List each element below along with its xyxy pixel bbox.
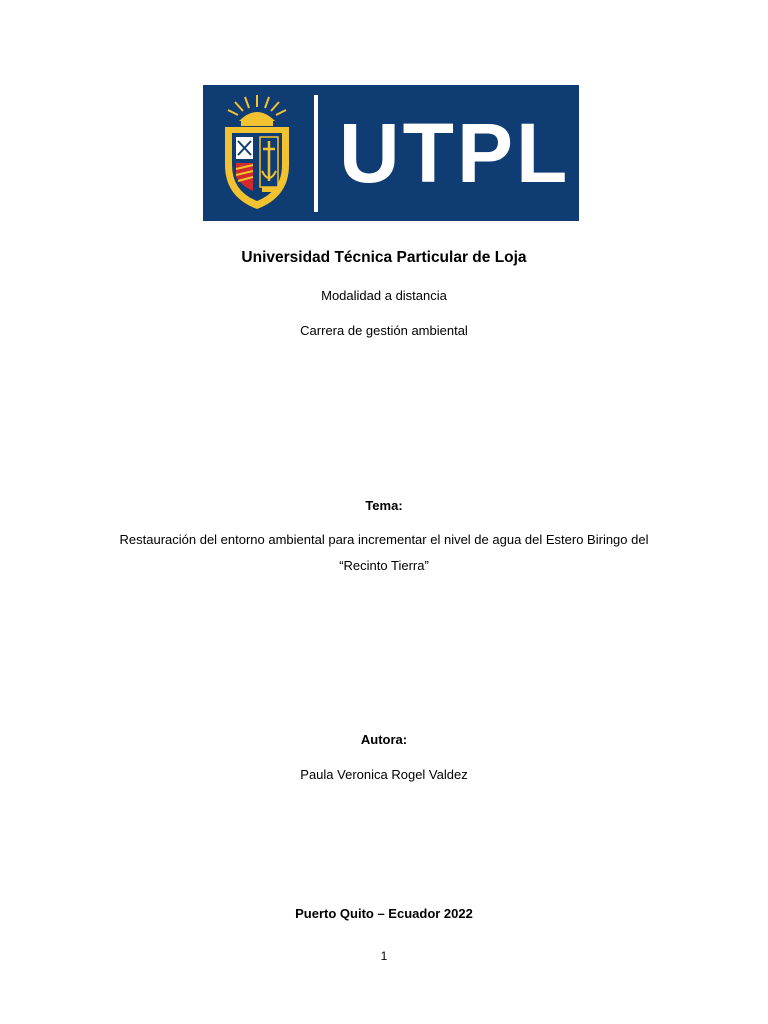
utpl-logo-banner <box>203 85 579 221</box>
author-label: Autora: <box>360 732 408 747</box>
topic-label: Tema: <box>365 498 403 513</box>
logo-divider <box>314 95 318 212</box>
modality-text: Modalidad a distancia <box>321 288 447 303</box>
topic-line-1: Restauración del entorno ambiental para incrementar el nivel de agua del Estero Biringo del <box>119 532 649 547</box>
author-name: Paula Veronica Rogel Valdez <box>300 767 468 782</box>
place-year: Puerto Quito – Ecuador 2022 <box>295 906 473 921</box>
university-crest-icon <box>217 93 297 213</box>
logo-wordmark: UTPL <box>339 106 571 200</box>
career-text: Carrera de gestión ambiental <box>300 323 468 338</box>
page-number: 1 <box>380 949 388 963</box>
university-name: Universidad Técnica Particular de Loja <box>241 249 527 266</box>
topic-line-2: “Recinto Tierra” <box>339 558 429 573</box>
